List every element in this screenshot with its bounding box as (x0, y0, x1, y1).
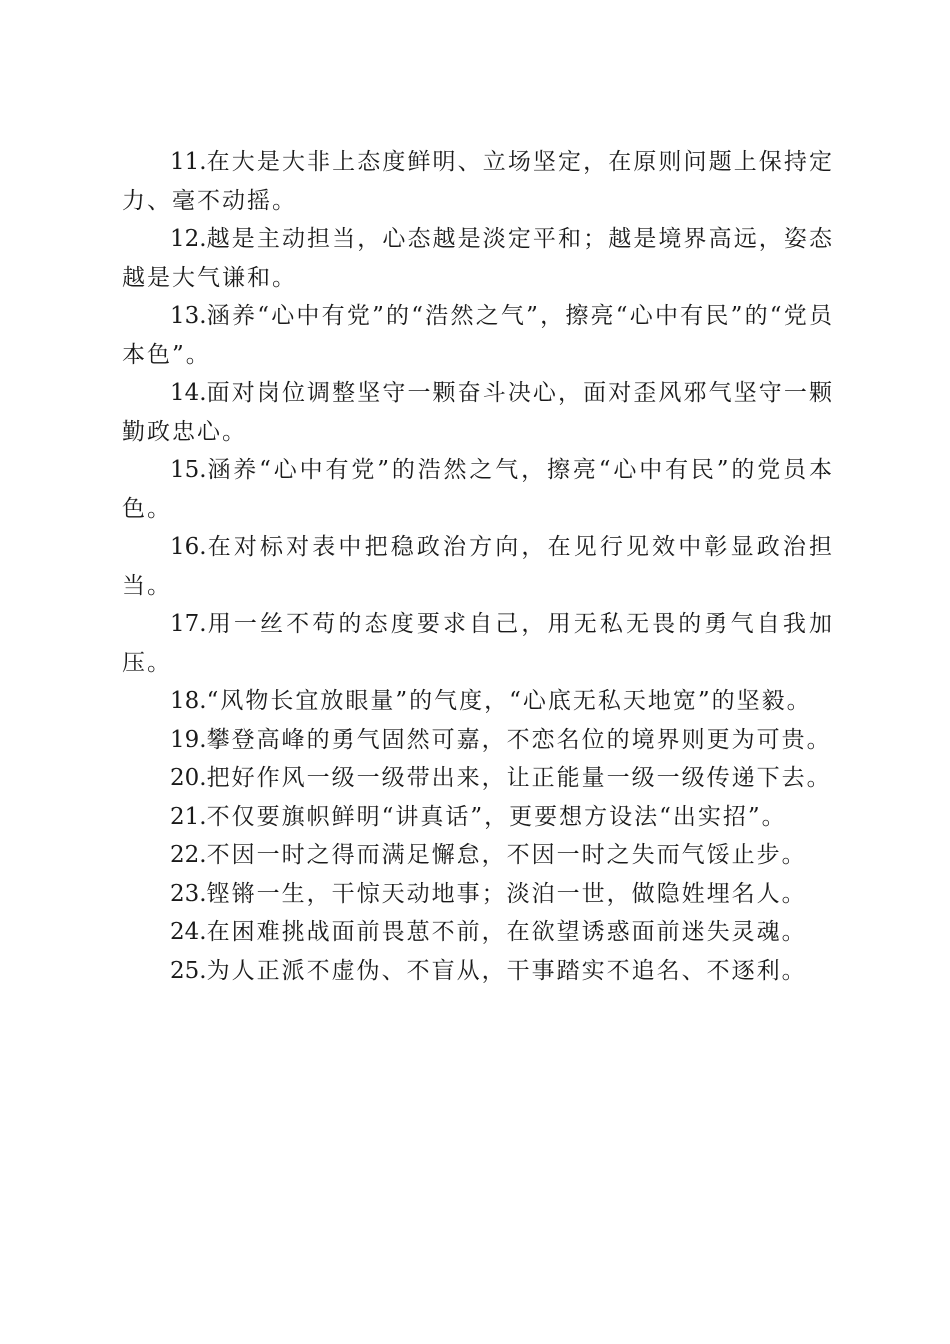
list-item (122, 451, 834, 528)
item-number: 19. (170, 726, 207, 753)
item-number: 15. (170, 457, 207, 483)
item-text: 把好作风一级一级带出来，让正能量一级一级传递下去。 (206, 765, 832, 791)
list-item (122, 952, 834, 991)
item-number: 22. (170, 842, 207, 868)
list-item (122, 297, 834, 374)
item-text: 用一丝不苟的态度要求自己，用无私无畏的勇气自我加压。 (122, 611, 834, 676)
item-number: 20. (170, 765, 207, 791)
item-number: 11. (170, 149, 207, 175)
item-text: 面对岗位调整坚守一颗奋斗决心，面对歪风邪气坚守一颗勤政忠心。 (122, 380, 834, 445)
item-number: 12. (170, 226, 207, 252)
item-text: “风物长宜放眼量”的气度，“心底无私天地宽”的坚毅。 (206, 688, 812, 714)
list-item (122, 798, 834, 837)
list-item (122, 913, 834, 952)
item-text: 攀登高峰的勇气固然可嘉，不恋名位的境界则更为可贵。 (206, 726, 832, 753)
item-number: 23. (170, 880, 207, 907)
item-number: 24. (170, 919, 207, 945)
item-text: 不仅要旗帜鲜明“讲真话”，更要想方设法“出实招”。 (206, 803, 787, 830)
list-item (122, 528, 834, 605)
list-item (122, 875, 834, 914)
list-item (122, 721, 834, 760)
list-item (122, 220, 834, 297)
item-number: 17. (170, 611, 207, 637)
item-text: 在大是大非上态度鲜明、立场坚定，在原则问题上保持定力、毫不动摇。 (122, 149, 834, 214)
item-text: 涵养“心中有党”的浩然之气，擦亮“心中有民”的党员本色。 (122, 457, 834, 522)
item-number: 21. (170, 803, 207, 830)
list-item (122, 605, 834, 682)
item-number: 14. (170, 380, 207, 406)
item-text: 涵养“心中有党”的“浩然之气”，擦亮“心中有民”的“党员本色”。 (122, 303, 834, 368)
item-number: 13. (170, 303, 207, 329)
item-text: 不因一时之得而满足懈怠，不因一时之失而气馁止步。 (206, 842, 807, 868)
item-text: 为人正派不虚伪、不盲从，干事踏实不追名、不逐利。 (206, 957, 807, 984)
list-item (122, 682, 834, 721)
item-text: 在困难挑战面前畏葸不前，在欲望诱惑面前迷失灵魂。 (206, 919, 807, 945)
item-number: 25. (170, 957, 207, 984)
list-item (122, 374, 834, 451)
item-text: 越是主动担当，心态越是淡定平和；越是境界高远，姿态越是大气谦和。 (122, 226, 834, 291)
list-item (122, 759, 834, 798)
item-text: 在对标对表中把稳政治方向，在见行见效中彰显政治担当。 (122, 534, 834, 599)
item-number: 18. (170, 688, 207, 714)
list-item (122, 143, 834, 220)
item-number: 16. (170, 534, 207, 560)
document-body (122, 143, 834, 990)
list-item (122, 836, 834, 875)
item-text: 铿锵一生，干惊天动地事；淡泊一世，做隐姓埋名人。 (206, 880, 807, 907)
